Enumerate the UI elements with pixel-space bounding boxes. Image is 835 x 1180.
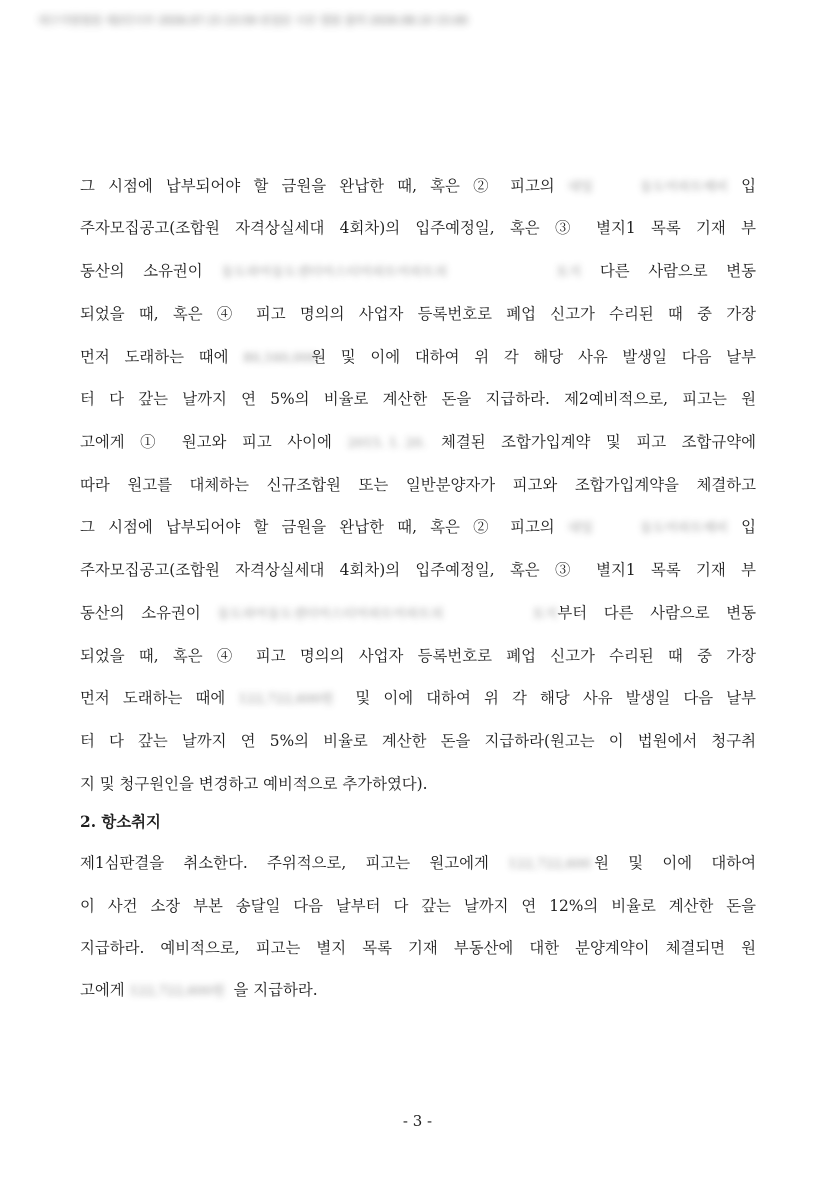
line-text: 먼저 도래하는 때에 xyxy=(80,348,244,366)
paragraph-line: 지급하라. 예비적으로, 피고는 별지 목록 기재 부동산에 대한 분양계약이 체결되면 원 xyxy=(80,939,756,957)
line-text: 및 이에 대하여 위 각 해당 사유 발생일 다음 날부 xyxy=(342,689,756,707)
line-text: 제1심판결을 취소한다. 주위적으로, 피고는 원고에게 xyxy=(80,854,509,872)
redacted-text: 122,722,600원 xyxy=(238,692,334,707)
line-text: 동산의 소유권이 xyxy=(80,262,222,280)
paragraph-line xyxy=(80,176,756,196)
paragraph-line: 주자모집공고(조합원 자격상실세대 4회차)의 입주예정일, 혹은 ③ 별지1 목록 기재 부 xyxy=(80,219,756,237)
line-text: 그 시점에 납부되어야 할 금원을 완납한 때, 혹은 ② 피고의 xyxy=(80,518,568,536)
paragraph-line xyxy=(80,688,756,708)
line-text: 원 및 이에 대하여 xyxy=(594,854,756,872)
paragraph-line: 터 다 갚는 날까지 연 5%의 비율로 계산한 돈을 지급하라(원고는 이 법원에서 청구취 xyxy=(80,732,756,750)
redacted-text: 대일 동도아파트예비 xyxy=(567,180,728,195)
line-text: 을 지급하라. xyxy=(233,981,318,999)
line-text: 입 xyxy=(727,177,756,195)
redacted-text: 122,722,600 xyxy=(508,857,591,872)
paragraph-line: 따라 원고를 대체하는 신규조합원 또는 일반분양자가 피고와 조합가입계약을 체결하고 xyxy=(80,476,756,494)
redacted-text: 동도파아동도센터아스티아파트아파트의 토지 xyxy=(217,607,558,622)
paragraph-line xyxy=(80,980,756,1000)
paragraph-line: 이 사건 소장 부본 송달일 다음 날부터 다 갚는 날까지 연 12%의 비율로 계산한 돈을 xyxy=(80,897,756,915)
line-text: 다른 사람으로 변동 xyxy=(581,262,756,280)
line-text: 부터 다른 사람으로 변동 xyxy=(557,604,756,622)
paragraph-line: 주자모집공고(조합원 자격상실세대 4회차)의 입주예정일, 혹은 ③ 별지1 목록 기재 부 xyxy=(80,561,756,579)
line-text: 동산의 소유권이 xyxy=(80,604,218,622)
paragraph-line xyxy=(80,853,756,873)
paragraph-line: 되었을 때, 혹은 ④ 피고 명의의 사업자 등록번호로 폐업 신고가 수리된 때 중 가장 xyxy=(80,305,756,323)
line-text: 체결된 조합가입계약 및 피고 조합규약에 xyxy=(425,433,756,451)
paragraph-line xyxy=(80,432,756,452)
line-text: 그 시점에 납부되어야 할 금원을 완납한 때, 혹은 ② 피고의 xyxy=(80,177,568,195)
paragraph-line xyxy=(80,603,756,623)
line-text: 고에게 ① 원고와 피고 사이에 xyxy=(80,433,348,451)
paragraph-line xyxy=(80,517,756,537)
paragraph-line: 되었을 때, 혹은 ④ 피고 명의의 사업자 등록번호로 폐업 신고가 수리된 때 중 가장 xyxy=(80,647,756,665)
line-text: 먼저 도래하는 때에 xyxy=(80,689,239,707)
redacted-text: 동도파아동도센터아스티아파트아파트의 토지 xyxy=(221,265,582,280)
paragraph-line xyxy=(80,261,756,281)
paragraph-line xyxy=(80,347,756,367)
line-text: 원 및 이에 대하여 위 각 해당 사유 발생일 다음 날부 xyxy=(311,348,756,366)
page-number: - 3 - xyxy=(402,1112,433,1130)
paragraph-line: 지 및 청구원인을 변경하고 예비적으로 추가하였다). xyxy=(80,775,428,793)
redacted-text: 2015. 1. 20. xyxy=(347,436,426,451)
redacted-text: 122,722,600원 xyxy=(129,984,225,999)
redacted-text: 80,160,000 xyxy=(243,351,318,366)
section-heading: 2. 항소취지 xyxy=(80,813,161,831)
line-text: 고에게 xyxy=(80,981,130,999)
redacted-header: 대구지방법원 제2민사부 2026.07.15 23:59 판결문 사본 열람 출력 2026.08.10 15:00 xyxy=(38,14,468,27)
line-text: 입 xyxy=(727,518,756,536)
redacted-text: 대일 동도아파트예비 xyxy=(567,521,728,536)
paragraph-line: 터 다 갚는 날까지 연 5%의 비율로 계산한 돈을 지급하라. 제2예비적으로, 피고는 원 xyxy=(80,390,756,408)
